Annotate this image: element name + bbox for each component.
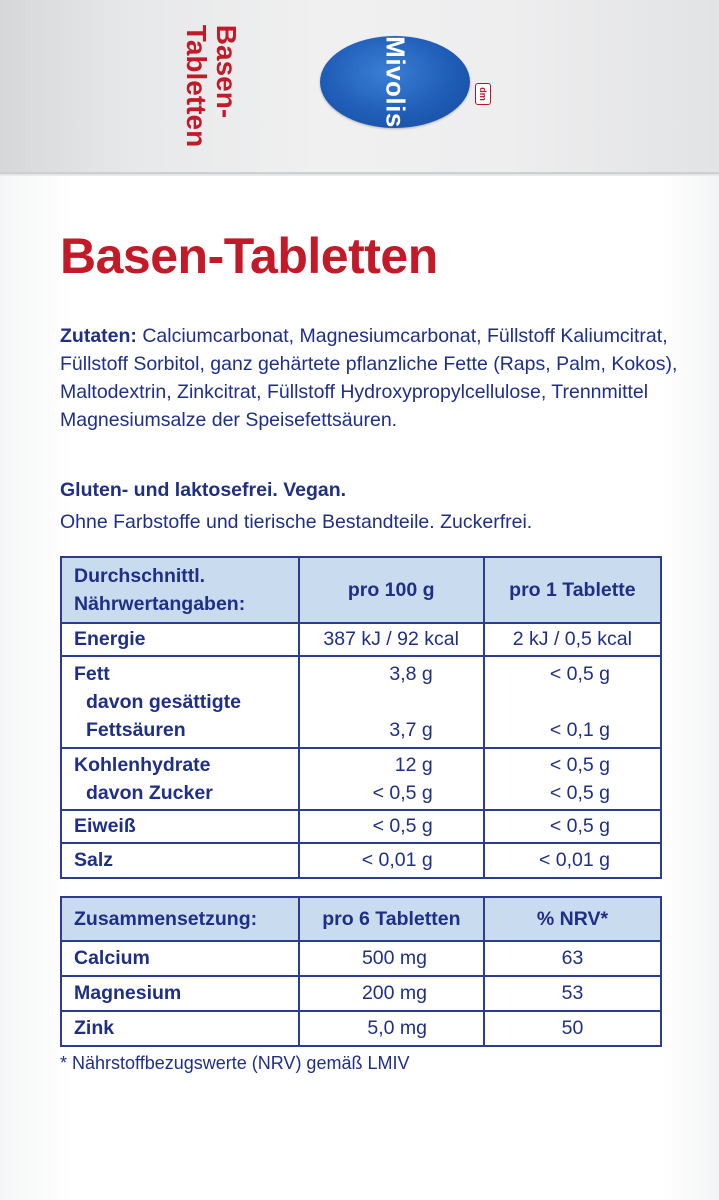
fat-pertab: < 0,5 g [549, 663, 610, 685]
calcium-label: Calcium [61, 941, 299, 976]
composition-header-label: Zusammensetzung: [61, 897, 299, 941]
magnesium-nrv: 53 [484, 976, 661, 1011]
saturated-pertab: < 0,1 g [549, 719, 610, 741]
zinc-label: Zink [61, 1011, 299, 1046]
carbs-pertab: < 0,5 g [549, 754, 610, 776]
gluten-lactose-vegan-claim: Gluten- und laktosefrei. Vegan. [60, 479, 347, 501]
magnesium-amount: 200 mg [299, 976, 484, 1011]
no-colorants-claim: Ohne Farbstoffe und tierische Bestandteile. Zuckerfrei. [60, 511, 533, 533]
salt-per100: < 0,01 g [299, 843, 484, 878]
box-lid [0, 0, 719, 174]
zinc-amount: 5,0 mg [299, 1011, 484, 1046]
magnesium-label: Magnesium [61, 976, 299, 1011]
lid-title-line1: Basen- [211, 24, 243, 119]
composition-table [60, 896, 662, 1047]
mivolis-logo [320, 36, 470, 128]
table-row [61, 976, 661, 1011]
sugar-per100: < 0,5 g [372, 782, 433, 804]
fat-label: Fett [74, 663, 110, 685]
header-line2: Nährwertangaben: [74, 593, 246, 615]
energy-label: Energie [61, 623, 299, 656]
salt-label: Salz [61, 843, 299, 878]
carbs-pertab-cell [484, 748, 661, 810]
nutrition-header-label [61, 557, 299, 623]
sugar-pertab: < 0,5 g [549, 782, 610, 804]
header-per-100g: pro 100 g [299, 557, 484, 623]
ingredients-list: Calciumcarbonat, Magnesiumcarbonat, Füllstoff Kaliumcitrat, Füllstoff Sorbitol, ganz gehärtete pflanzliche Fette (Raps, Palm, Kokos), Maltodextrin, Zinkcitrat, Füllstoff Hydroxypropylcellulose, Trennmittel Magnesiumsalze der Speisefettsäuren. [60, 325, 678, 431]
nrv-footnote: * Nährstoffbezugswerte (NRV) gemäß LMIV [60, 1053, 410, 1073]
lid-product-title [181, 25, 241, 147]
energy-per100: 387 kJ / 92 kcal [299, 623, 484, 656]
table-row [61, 1011, 661, 1046]
energy-pertab: 2 kJ / 0,5 kcal [484, 623, 661, 656]
saturated-label-line2: Fettsäuren [86, 719, 186, 741]
table-row [61, 810, 661, 843]
sugar-label: davon Zucker [86, 782, 213, 804]
zinc-nrv: 50 [484, 1011, 661, 1046]
fat-per100-cell [299, 656, 484, 748]
table-row [61, 623, 661, 656]
table-row [61, 656, 661, 748]
ingredients-text [60, 322, 680, 434]
ingredients-label: Zutaten: [60, 325, 137, 347]
carbs-label: Kohlenhydrate [74, 754, 211, 776]
header-per-6-tablets: pro 6 Tabletten [299, 897, 484, 941]
table-row [61, 941, 661, 976]
header-line1: Durchschnittl. [74, 565, 206, 587]
salt-pertab: < 0,01 g [484, 843, 661, 878]
nutrition-header-row [61, 557, 661, 623]
composition-header-row [61, 897, 661, 941]
dm-badge: dm [475, 83, 491, 105]
table-row [61, 843, 661, 878]
protein-per100: < 0,5 g [299, 810, 484, 843]
carbs-per100: 12 g [394, 754, 433, 776]
saturated-per100: 3,7 g [389, 719, 433, 741]
carbs-per100-cell [299, 748, 484, 810]
fat-pertab-cell [484, 656, 661, 748]
protein-pertab: < 0,5 g [484, 810, 661, 843]
protein-label: Eiweiß [61, 810, 299, 843]
brand-name: Mivolis [380, 36, 411, 128]
fat-per100: 3,8 g [389, 663, 433, 685]
calcium-nrv: 63 [484, 941, 661, 976]
saturated-label-line1: davon gesättigte [86, 691, 241, 713]
nutrition-table [60, 556, 662, 879]
lid-title-line2: Tabletten [181, 24, 213, 148]
fat-label-cell [61, 656, 299, 748]
table-row [61, 748, 661, 810]
product-title: Basen-Tabletten [60, 228, 438, 284]
carbs-label-cell [61, 748, 299, 810]
calcium-amount: 500 mg [299, 941, 484, 976]
header-nrv: % NRV* [484, 897, 661, 941]
header-per-tablet: pro 1 Tablette [484, 557, 661, 623]
